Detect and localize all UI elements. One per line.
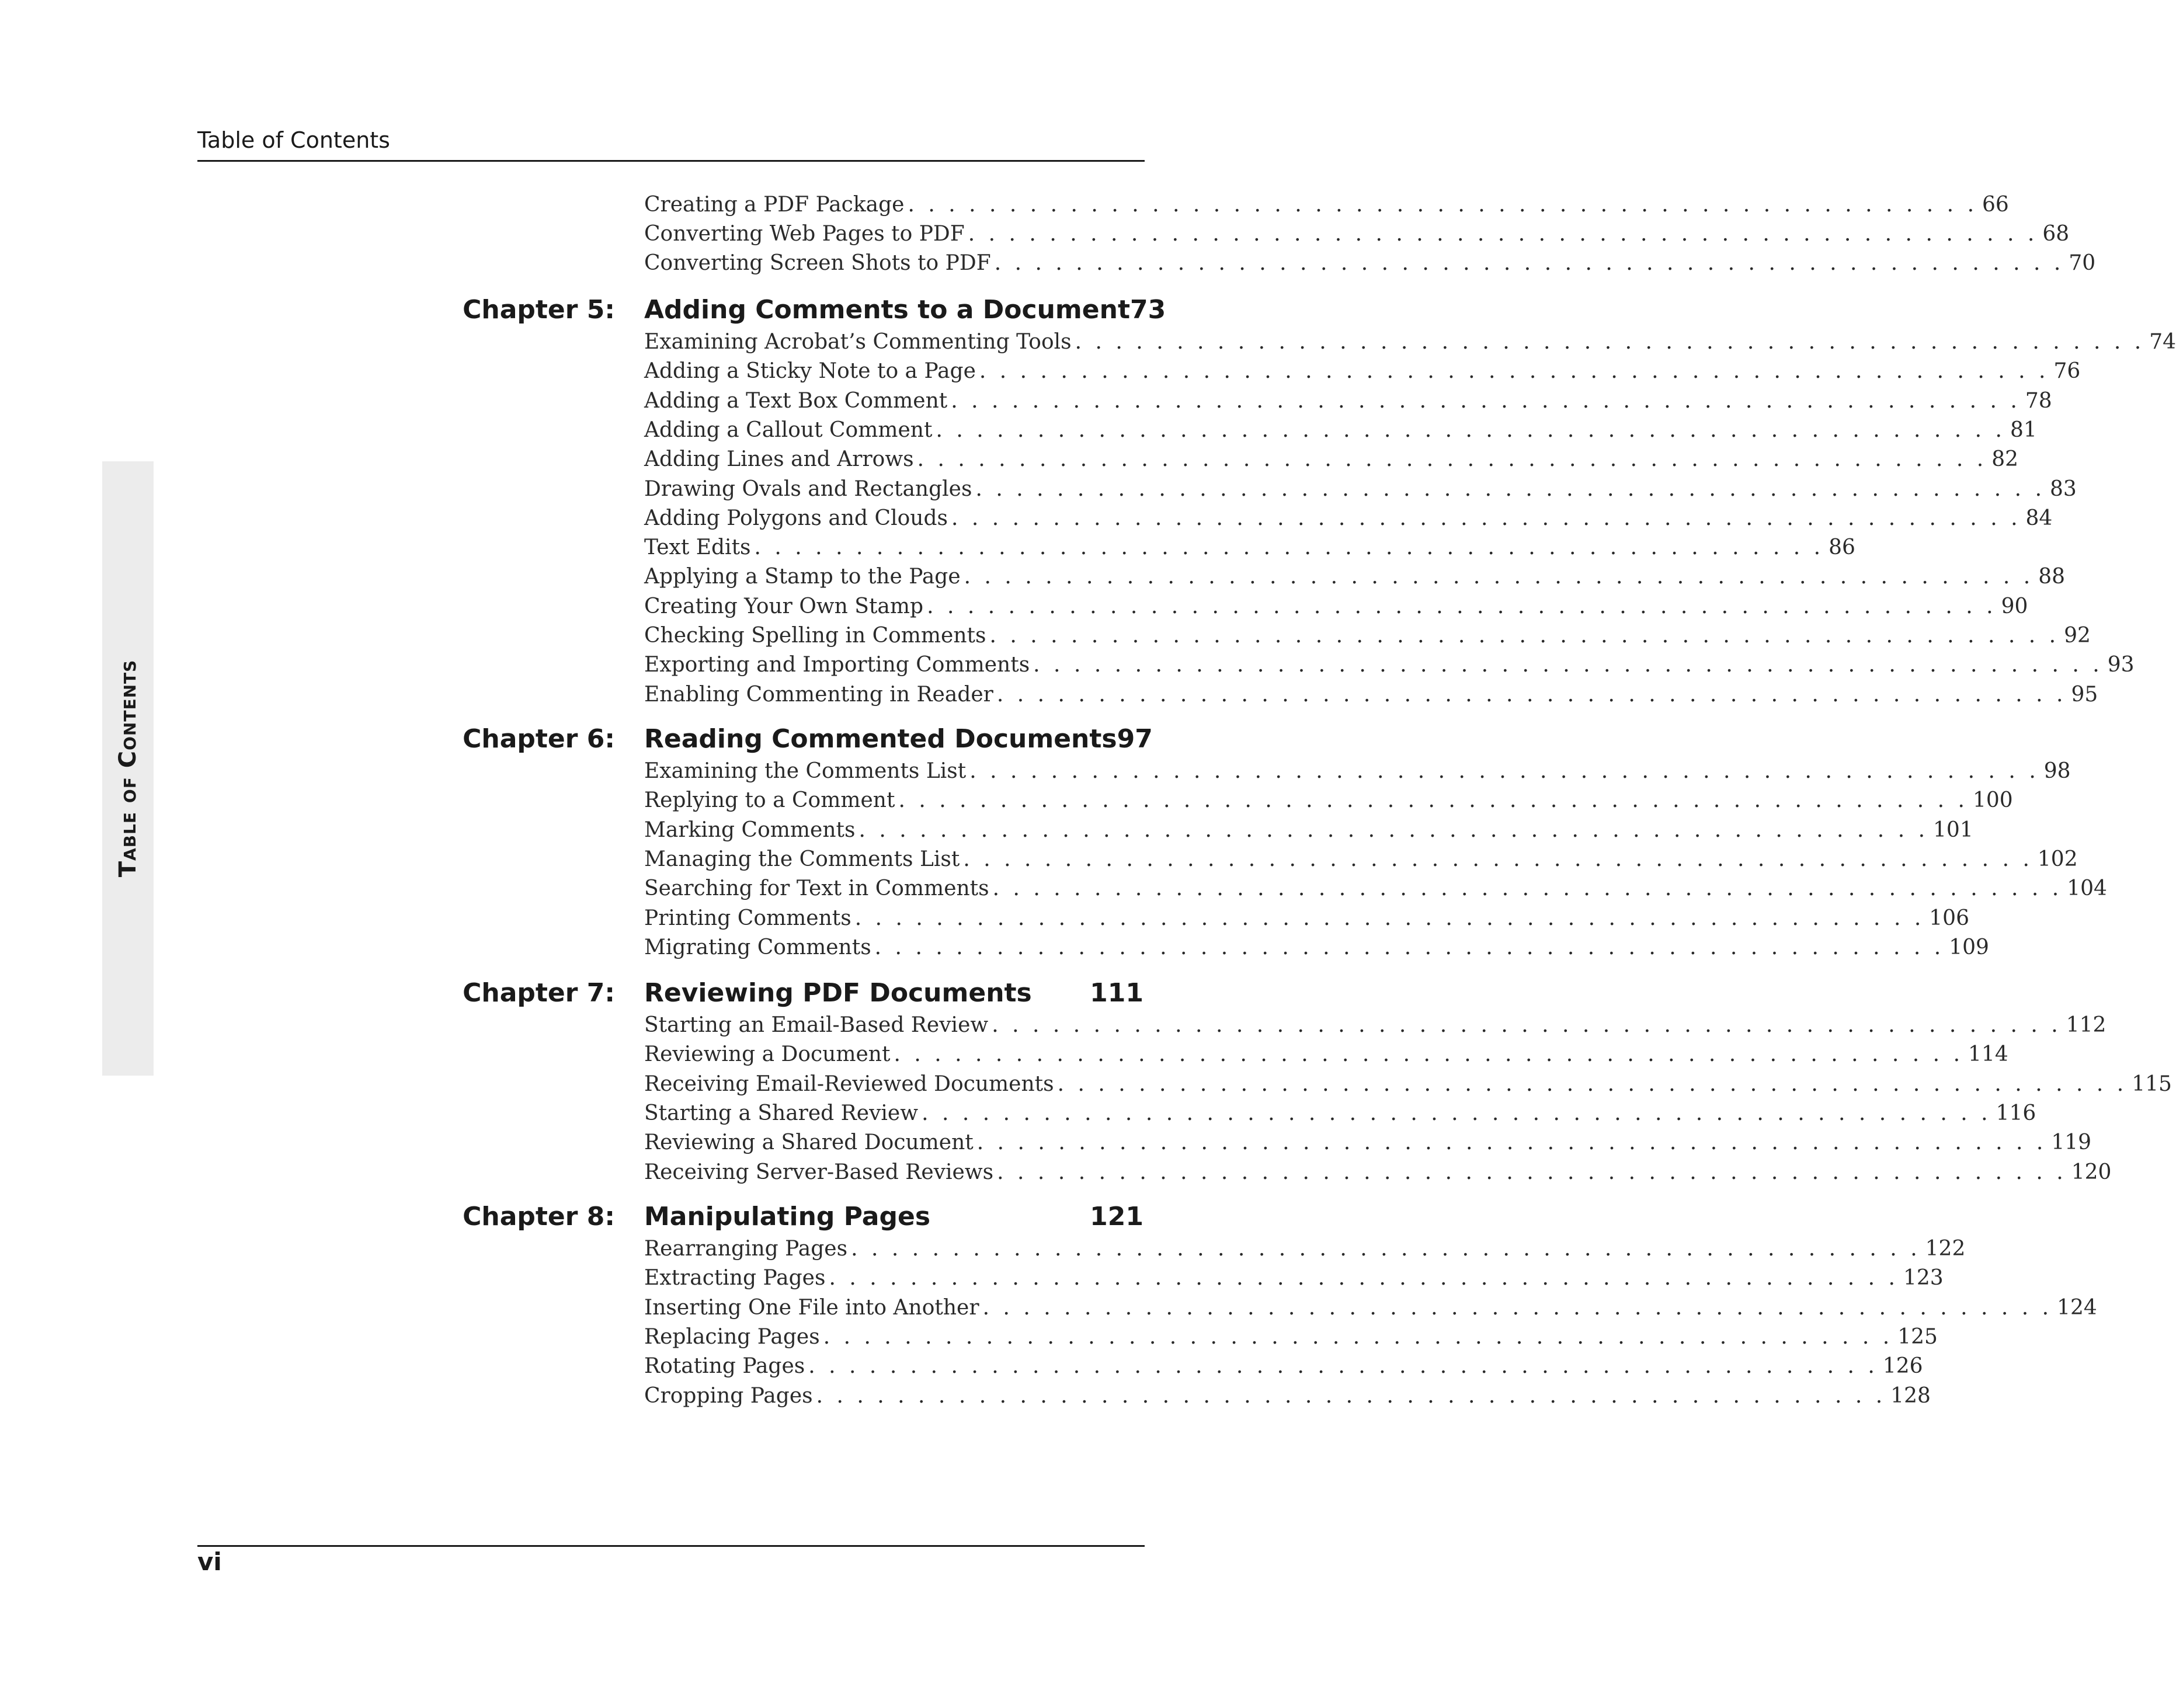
toc-entry-page: 126 xyxy=(1882,1354,1923,1378)
dot-leader: . . . . . . . . . . . . . . . . . . . . . . . . . . . . . . . . . . . . . . . . . . . . . . . . . . . . . xyxy=(951,389,2021,413)
dot-leader: . . . . . . . . . . . . . . . . . . . . . . . . . . . . . . . . . . . . . . . . . . . . . . . . . . . . . xyxy=(874,935,1945,959)
dot-leader: . . . . . . . . . . . . . . . . . . . . . . . . . . . . . . . . . . . . . . . . . . . . . . . . . . . . . xyxy=(894,1042,1964,1066)
chapter-heading[interactable] xyxy=(644,978,1143,1013)
dot-leader: . . . . . . . . . . . . . . . . . . . . . . . . . . . . . . . . . . . . . . . . . . . . . . . . . . . . . xyxy=(992,876,2063,900)
toc-entry[interactable] xyxy=(644,788,2013,818)
toc-entry[interactable] xyxy=(644,1296,2097,1325)
dot-leader: . . . . . . . . . . . . . . . . . . . . . . . . . . . . . . . . . . . . . . . . . . . . . . . . . . . . . xyxy=(754,535,1824,559)
chapter-title: Manipulating Pages xyxy=(644,1202,931,1232)
dot-leader: . . . . . . . . . . . . . . . . . . . . . . . . . . . . . . . . . . . . . . . . . . . . . . . . . . . . . xyxy=(975,477,2046,501)
dot-leader: . . . . . . . . . . . . . . . . . . . . . . . . . . . . . . . . . . . . . . . . . . . . . . . . . . . . . xyxy=(922,1101,1991,1125)
toc-entry-title: Adding Polygons and Clouds xyxy=(644,506,948,530)
toc-entry-page: 95 xyxy=(2071,683,2098,707)
toc-entry[interactable] xyxy=(644,1101,2036,1130)
chapter-page: 73 xyxy=(1129,295,1166,325)
toc-entry-page: 81 xyxy=(2010,418,2037,442)
toc-entry-title: Reviewing a Shared Document xyxy=(644,1130,974,1154)
toc-entry-title: Adding Lines and Arrows xyxy=(644,447,914,471)
toc-entry-page: 109 xyxy=(1949,935,1989,959)
toc-entry-title: Converting Web Pages to PDF xyxy=(644,222,965,246)
toc-entry-page: 70 xyxy=(2069,251,2096,275)
toc-entry[interactable] xyxy=(644,193,2009,222)
toc-entry-title: Extracting Pages xyxy=(644,1266,826,1290)
toc-entry-title: Marking Comments xyxy=(644,818,856,842)
toc-entry-page: 83 xyxy=(2050,477,2077,501)
toc-entry-page: 123 xyxy=(1903,1266,1944,1290)
toc-entry-title: Reviewing a Document xyxy=(644,1042,891,1066)
toc-entry-title: Applying a Stamp to the Page xyxy=(644,565,961,589)
toc-entry-title: Creating Your Own Stamp xyxy=(644,594,924,618)
toc-entry-page: 98 xyxy=(2043,759,2071,783)
toc-entry[interactable] xyxy=(644,1325,1938,1354)
toc-entry-page: 86 xyxy=(1829,535,1855,559)
toc-entry-page: 100 xyxy=(1973,788,2013,812)
toc-entry-page: 102 xyxy=(2037,847,2078,871)
toc-entry-page: 119 xyxy=(2051,1130,2092,1154)
toc-entry-title: Inserting One File into Another xyxy=(644,1296,979,1320)
toc-entry[interactable] xyxy=(644,1237,1966,1266)
toc-entry-page: 125 xyxy=(1897,1325,1938,1349)
toc-entry-title: Adding a Sticky Note to a Page xyxy=(644,359,976,383)
chapter-heading[interactable] xyxy=(644,1202,1143,1237)
chapter-title: Reviewing PDF Documents xyxy=(644,978,1032,1008)
toc-entry[interactable] xyxy=(644,447,2018,476)
toc-entry-page: 88 xyxy=(2038,565,2066,589)
toc-entry[interactable] xyxy=(644,818,1973,847)
toc-entry[interactable] xyxy=(644,653,2135,682)
toc-entry-title: Adding a Callout Comment xyxy=(644,418,933,442)
dot-leader: . . . . . . . . . . . . . . . . . . . . . . . . . . . . . . . . . . . . . . . . . . . . . . . . . . . . . xyxy=(898,788,1968,812)
chapter-title: Reading Commented Documents xyxy=(644,724,1117,754)
toc-entry-page: 93 xyxy=(2107,653,2135,677)
dot-leader: . . . . . . . . . . . . . . . . . . . . . . . . . . . . . . . . . . . . . . . . . . . . . . . . . . . . . xyxy=(989,624,2060,648)
dot-leader: . . . . . . . . . . . . . . . . . . . . . . . . . . . . . . . . . . . . . . . . . . . . . . . . . . . . . xyxy=(968,222,2038,246)
chapter-page: 121 xyxy=(1090,1202,1143,1232)
toc-entry[interactable] xyxy=(644,1130,2092,1160)
toc-entry-title: Migrating Comments xyxy=(644,935,871,959)
dot-leader: . . . . . . . . . . . . . . . . . . . . . . . . . . . . . . . . . . . . . . . . . . . . . . . . . . . . . xyxy=(851,1237,1921,1261)
chapter-label: Chapter 8: xyxy=(463,1202,615,1232)
toc-entry-title: Text Edits xyxy=(644,535,751,559)
toc-entry-page: 82 xyxy=(1991,447,2018,471)
toc-entry-title: Cropping Pages xyxy=(644,1384,813,1408)
toc-entry-title: Printing Comments xyxy=(644,906,851,930)
footer-rule xyxy=(197,1545,1145,1547)
toc-entry-page: 128 xyxy=(1890,1384,1931,1408)
toc-entry-title: Replying to a Comment xyxy=(644,788,895,812)
toc-entry-page: 116 xyxy=(1996,1101,2036,1125)
toc-entry-page: 106 xyxy=(1929,906,1969,930)
toc-entry[interactable] xyxy=(644,1354,1923,1383)
toc-entry-title: Creating a PDF Package xyxy=(644,193,905,217)
dot-leader: . . . . . . . . . . . . . . . . . . . . . . . . . . . . . . . . . . . . . . . . . . . . . . . . . . . . . xyxy=(936,418,2005,442)
toc-entry-page: 78 xyxy=(2025,389,2052,413)
toc-entry-page: 120 xyxy=(2071,1160,2112,1184)
toc-entry[interactable] xyxy=(644,1013,2107,1042)
toc-entry-page: 101 xyxy=(1933,818,1973,842)
toc-entry[interactable] xyxy=(644,759,2071,788)
side-tab-label: Table of Contents xyxy=(114,659,141,878)
dot-leader: . . . . . . . . . . . . . . . . . . . . . . . . . . . . . . . . . . . . . . . . . . . . . . . . . . . . . xyxy=(996,683,2067,707)
toc-entry[interactable] xyxy=(644,935,1989,965)
toc-entry-title: Starting a Shared Review xyxy=(644,1101,919,1125)
toc-entry-title: Adding a Text Box Comment xyxy=(644,389,948,413)
toc-entry-title: Managing the Comments List xyxy=(644,847,960,871)
toc-entry[interactable] xyxy=(644,477,2077,506)
toc-entry[interactable] xyxy=(644,1384,1931,1413)
dot-leader: . . . . . . . . . . . . . . . . . . . . . . . . . . . . . . . . . . . . . . . . . . . . . . . . . . . . . xyxy=(927,594,1997,618)
dot-leader: . . . . . . . . . . . . . . . . . . . . . . . . . . . . . . . . . . . . . . . . . . . . . . . . . . . . . xyxy=(908,193,1978,217)
toc-entry-page: 104 xyxy=(2067,876,2107,900)
dot-leader: . . . . . . . . . . . . . . . . . . . . . . . . . . . . . . . . . . . . . . . . . . . . . . . . . . . . . xyxy=(823,1325,1893,1349)
toc-entry-title: Examining Acrobat’s Commenting Tools xyxy=(644,330,1072,354)
toc-entry[interactable] xyxy=(644,1266,1944,1295)
toc-entry[interactable] xyxy=(644,418,2037,447)
chapter-page: 111 xyxy=(1090,978,1143,1008)
chapter-heading[interactable] xyxy=(644,724,1153,759)
toc-entry[interactable] xyxy=(644,683,2098,712)
toc-entry-title: Rotating Pages xyxy=(644,1354,805,1378)
toc-entry-title: Examining the Comments List xyxy=(644,759,967,783)
toc-entry-page: 112 xyxy=(2066,1013,2107,1037)
toc-entry[interactable] xyxy=(644,389,2052,418)
toc-entry-page: 76 xyxy=(2053,359,2081,383)
toc-entry[interactable] xyxy=(644,1042,2008,1072)
toc-entry[interactable] xyxy=(644,251,2096,280)
toc-entry[interactable] xyxy=(644,1160,2112,1189)
toc-entry-title: Rearranging Pages xyxy=(644,1237,848,1261)
dot-leader: . . . . . . . . . . . . . . . . . . . . . . . . . . . . . . . . . . . . . . . . . . . . . . . . . . . . . xyxy=(917,447,1987,471)
toc-entry[interactable] xyxy=(644,594,2028,624)
toc-entry-page: 122 xyxy=(1925,1237,1966,1261)
chapter-label: Chapter 5: xyxy=(463,295,615,325)
chapter-label: Chapter 6: xyxy=(463,724,615,754)
dot-leader: . . . . . . . . . . . . . . . . . . . . . . . . . . . . . . . . . . . . . . . . . . . . . . . . . . . . . xyxy=(858,818,1929,842)
dot-leader: . . . . . . . . . . . . . . . . . . . . . . . . . . . . . . . . . . . . . . . . . . . . . . . . . . . . . xyxy=(951,506,2021,530)
dot-leader: . . . . . . . . . . . . . . . . . . . . . . . . . . . . . . . . . . . . . . . . . . . . . . . . . . . . . xyxy=(854,906,1925,930)
toc-entry-page: 115 xyxy=(2132,1072,2172,1096)
toc-entry-title: Checking Spelling in Comments xyxy=(644,624,986,648)
dot-leader: . . . . . . . . . . . . . . . . . . . . . . . . . . . . . . . . . . . . . . . . . . . . . . . . . . . . . xyxy=(808,1354,1878,1378)
dot-leader: . . . . . . . . . . . . . . . . . . . . . . . . . . . . . . . . . . . . . . . . . . . . . . . . . . . . . xyxy=(964,565,2034,589)
toc-entry[interactable] xyxy=(644,330,2176,359)
toc-entry[interactable] xyxy=(644,535,1855,565)
toc-entry-title: Receiving Email-Reviewed Documents xyxy=(644,1072,1054,1096)
dot-leader: . . . . . . . . . . . . . . . . . . . . . . . . . . . . . . . . . . . . . . . . . . . . . . . . . . . . . xyxy=(829,1266,1899,1290)
chapter-page: 97 xyxy=(1117,724,1153,754)
dot-leader: . . . . . . . . . . . . . . . . . . . . . . . . . . . . . . . . . . . . . . . . . . . . . . . . . . . . . xyxy=(969,759,2039,783)
dot-leader: . . . . . . . . . . . . . . . . . . . . . . . . . . . . . . . . . . . . . . . . . . . . . . . . . . . . . xyxy=(982,1296,2053,1320)
dot-leader: . . . . . . . . . . . . . . . . . . . . . . . . . . . . . . . . . . . . . . . . . . . . . . . . . . . . . xyxy=(1075,330,2145,354)
toc-entry-title: Receiving Server-Based Reviews xyxy=(644,1160,994,1184)
toc-entry[interactable] xyxy=(644,506,2053,535)
dot-leader: . . . . . . . . . . . . . . . . . . . . . . . . . . . . . . . . . . . . . . . . . . . . . . . . . . . . . xyxy=(979,359,2049,383)
toc-entry-page: 114 xyxy=(1968,1042,2008,1066)
chapter-title: Adding Comments to a Document xyxy=(644,295,1130,325)
dot-leader: . . . . . . . . . . . . . . . . . . . . . . . . . . . . . . . . . . . . . . . . . . . . . . . . . . . . . xyxy=(1033,653,2103,677)
toc-entry-page: 66 xyxy=(1982,193,2009,217)
toc-entry-page: 92 xyxy=(2064,624,2091,648)
dot-leader: . . . . . . . . . . . . . . . . . . . . . . . . . . . . . . . . . . . . . . . . . . . . . . . . . . . . . xyxy=(976,1130,2047,1154)
toc-entry-title: Replacing Pages xyxy=(644,1325,820,1349)
toc-entry-page: 68 xyxy=(2042,222,2070,246)
toc-entry-page: 90 xyxy=(2001,594,2028,618)
toc-entry[interactable] xyxy=(644,624,2091,653)
toc-entry[interactable] xyxy=(644,876,2107,906)
toc-entry[interactable] xyxy=(644,847,2078,876)
toc-entry-title: Searching for Text in Comments xyxy=(644,876,989,900)
toc-entry-title: Enabling Commenting in Reader xyxy=(644,683,993,707)
toc-entry-page: 74 xyxy=(2149,330,2176,354)
toc-entry-title: Exporting and Importing Comments xyxy=(644,653,1030,677)
toc-entry-title: Converting Screen Shots to PDF xyxy=(644,251,991,275)
toc-entry-title: Starting an Email-Based Review xyxy=(644,1013,989,1037)
dot-leader: . . . . . . . . . . . . . . . . . . . . . . . . . . . . . . . . . . . . . . . . . . . . . . . . . . . . . xyxy=(1057,1072,2128,1096)
dot-leader: . . . . . . . . . . . . . . . . . . . . . . . . . . . . . . . . . . . . . . . . . . . . . . . . . . . . . xyxy=(994,251,2064,275)
toc-entry[interactable] xyxy=(644,565,2066,594)
toc-entry-page: 124 xyxy=(2057,1296,2097,1320)
toc-entry-title: Drawing Ovals and Rectangles xyxy=(644,477,972,501)
toc-entry[interactable] xyxy=(644,222,2070,251)
dot-leader: . . . . . . . . . . . . . . . . . . . . . . . . . . . . . . . . . . . . . . . . . . . . . . . . . . . . . xyxy=(997,1160,2067,1184)
toc-entry-page: 84 xyxy=(2025,506,2053,530)
toc-entry[interactable] xyxy=(644,1072,2172,1101)
dot-leader: . . . . . . . . . . . . . . . . . . . . . . . . . . . . . . . . . . . . . . . . . . . . . . . . . . . . . xyxy=(816,1384,1886,1408)
page-number: vi xyxy=(197,1547,222,1576)
dot-leader: . . . . . . . . . . . . . . . . . . . . . . . . . . . . . . . . . . . . . . . . . . . . . . . . . . . . . xyxy=(963,847,2033,871)
toc-entry[interactable] xyxy=(644,906,1969,935)
toc-entry[interactable] xyxy=(644,359,2081,388)
chapter-label: Chapter 7: xyxy=(463,978,615,1008)
dot-leader: . . . . . . . . . . . . . . . . . . . . . . . . . . . . . . . . . . . . . . . . . . . . . . . . . . . . . xyxy=(992,1013,2062,1037)
chapter-heading[interactable] xyxy=(644,295,1166,330)
running-head: Table of Contents xyxy=(197,127,390,153)
